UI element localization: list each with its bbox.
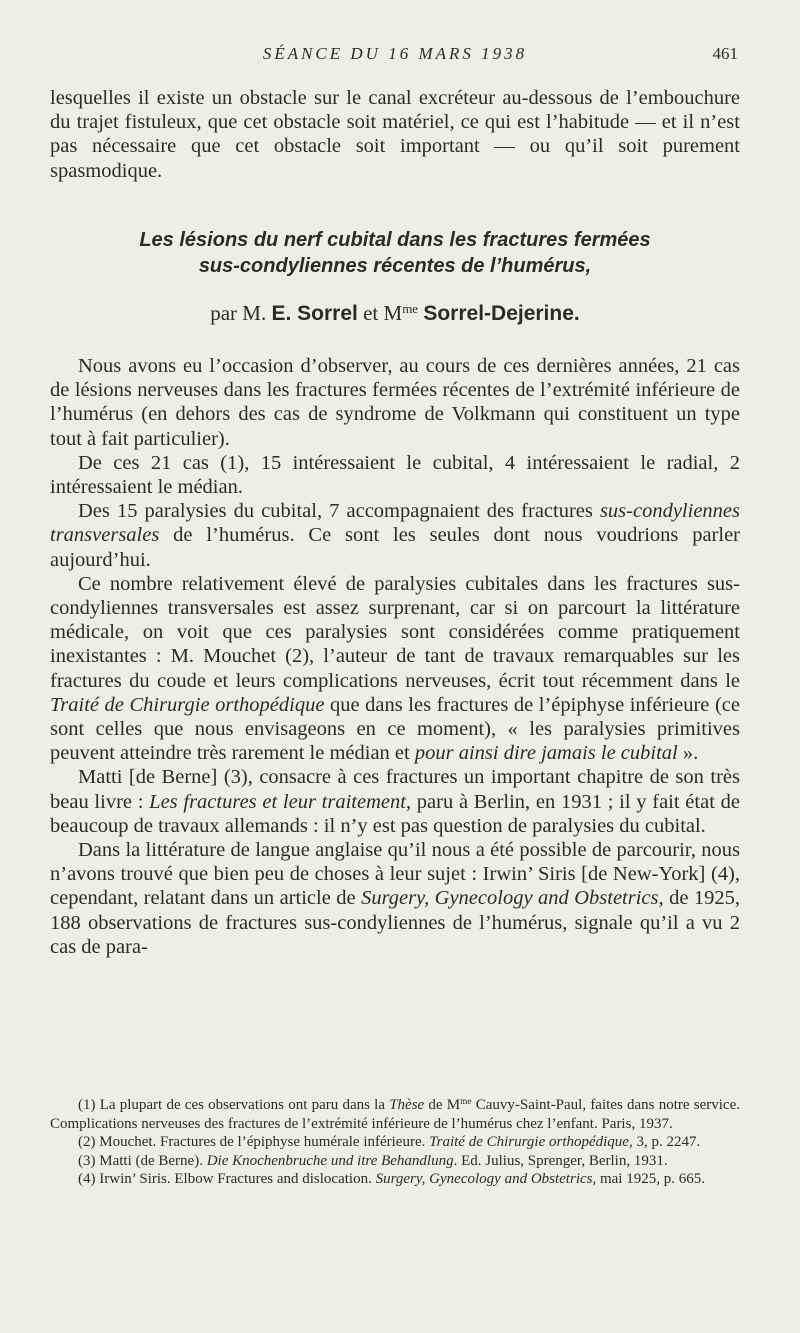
footnote-2-italic: Traité de Chirurgie orthopédique bbox=[429, 1134, 629, 1151]
footnote-3-italic: Die Knochenbruche und itre Behandlung bbox=[206, 1152, 454, 1169]
paragraph-6 bbox=[50, 838, 740, 959]
footnote-1 bbox=[50, 1096, 740, 1133]
footnote-4-text-a: (4) Irwin’ Siris. Elbow Fractures and dislocation. bbox=[78, 1171, 376, 1188]
article-title-line-1: Les lésions du nerf cubital dans les fractures fermées bbox=[139, 228, 651, 251]
footnote-2-text-c: , 3, p. 2247. bbox=[628, 1134, 701, 1151]
footnote-1-italic: Thèse bbox=[389, 1097, 425, 1113]
paragraph-3 bbox=[50, 499, 740, 572]
p4-italic-d: pour ainsi dire jamais le cubital bbox=[414, 742, 678, 765]
p4-text-a: Ce nombre relativement élevé de paralysies cubitales dans les fractures sus-condyliennes transversales est assez surprenant, car si on parcourt la littérature médicale, on voit que ces paralysies sont considérées comme pratiquement inexistantes : M. Mouchet (2), l’auteur de tant de travaux remarquables sur les fractures du coude et leurs complications nerveuses, écrit tout récemment dans le bbox=[50, 572, 740, 692]
footnote-1-superscript: me bbox=[460, 1096, 472, 1107]
p5-text-a: Matti [de Berne] (3), consacre à ces fractures un important chapitre de son très beau livre : bbox=[50, 766, 740, 813]
body-text bbox=[50, 86, 740, 959]
author-2: Sorrel-Dejerine. bbox=[423, 301, 580, 325]
footnote-4-text-c: , mai 1925, p. 665. bbox=[592, 1171, 705, 1188]
p6-text-c: , de 1925, 188 observations de fractures sus-condyliennes de l’humérus, signale qu’il a vu 2 cas de para- bbox=[50, 887, 741, 958]
paragraph-5 bbox=[50, 765, 740, 838]
p3-italic: sus-condyliennes transversales bbox=[50, 500, 740, 547]
footnote-3 bbox=[50, 1152, 740, 1171]
p3-text-a: Des 15 paralysies du cubital, 7 accompagnaient des fractures bbox=[78, 500, 600, 523]
p5-italic: Les fractures et leur traitement bbox=[149, 790, 406, 813]
article-title bbox=[50, 227, 740, 279]
page-header bbox=[50, 44, 740, 72]
footnote-3-text-c: . Ed. Julius, Sprenger, Berlin, 1931. bbox=[453, 1152, 668, 1169]
p4-text-e: ». bbox=[677, 742, 699, 765]
footnote-2 bbox=[50, 1133, 740, 1152]
footnote-4 bbox=[50, 1170, 740, 1189]
authors-par: par M. bbox=[210, 300, 267, 325]
p3-text-c: de l’humérus. Ce sont les seules dont nous voudrions parler aujourd’hui. bbox=[50, 524, 740, 571]
authors-mme-superscript: me bbox=[402, 300, 419, 316]
p4-text-c: que dans les fractures de l’épiphyse inférieure (ce sont celles que nous envisageons en ce moment), « les paralysies primitives peuvent atteindre très rarement le médian et bbox=[50, 693, 740, 765]
article-title-line-2: sus-condyliennes récentes de l’humérus, bbox=[198, 254, 592, 277]
authors-et: et M bbox=[363, 300, 403, 325]
paragraph-4 bbox=[50, 572, 740, 766]
paragraph-2: De ces 21 cas (1), 15 intéressaient le cubital, 4 intéressaient le radial, 2 intéressaient le médian. bbox=[50, 451, 740, 499]
footnotes bbox=[50, 1096, 740, 1189]
page-number: 461 bbox=[712, 44, 738, 63]
p5-text-c: , paru à Berlin, en 1931 ; il y fait état de beaucoup de travaux allemands : il n’y est pas question de paralysies du cubital. bbox=[50, 790, 740, 837]
p6-text-a: Dans la littérature de langue anglaise qu’il nous a été possible de parcourir, nous n’avons trouvé que bien peu de choses à leur sujet : Irwin’ Siris [de New-York] (4), cependant, relatant dans un article de bbox=[50, 839, 740, 910]
p4-italic-b: Traité de Chirurgie orthopédique bbox=[50, 693, 325, 716]
footnote-4-italic: Surgery, Gynecology and Obstetrics bbox=[375, 1171, 593, 1188]
p6-italic: Surgery, Gynecology and Obstetrics bbox=[361, 887, 659, 910]
author-1: E. Sorrel bbox=[271, 301, 358, 325]
footnote-2-text-a: (2) Mouchet. Fractures de l’épiphyse humérale inférieure. bbox=[78, 1134, 430, 1151]
article-authors bbox=[50, 301, 740, 326]
footnote-1-text-c: de M bbox=[424, 1097, 461, 1113]
footnote-1-text-a: (1) La plupart de ces observations ont paru dans la bbox=[78, 1097, 390, 1113]
footnote-1-text-d: Cauvy-Saint-Paul, faites dans notre service. Complications nerveuses des fractures de l’extrémité inférieure de l’humérus chez l’enfant. Paris, 1937. bbox=[50, 1097, 740, 1132]
running-head: SÉANCE DU 16 MARS 1938 bbox=[262, 44, 528, 63]
paragraph-1: Nous avons eu l’occasion d’observer, au cours de ces dernières années, 21 cas de lésions nerveuses dans les fractures fermées récentes de l’extrémité inférieure de l’humérus (en dehors des cas de syndrome de Volkmann qui constituent un type tout à fait particulier). bbox=[50, 355, 740, 450]
footnote-3-text-a: (3) Matti (de Berne). bbox=[78, 1152, 207, 1169]
intro-paragraph: lesquelles il existe un obstacle sur le canal excréteur au-dessous de l’embouchure du trajet fistuleux, que cet obstacle soit matériel, ce qui est l’habitude — et il n’est pas nécessaire que cet obstacle soit important — ou qu’il soit purement spasmodique. bbox=[50, 87, 740, 182]
